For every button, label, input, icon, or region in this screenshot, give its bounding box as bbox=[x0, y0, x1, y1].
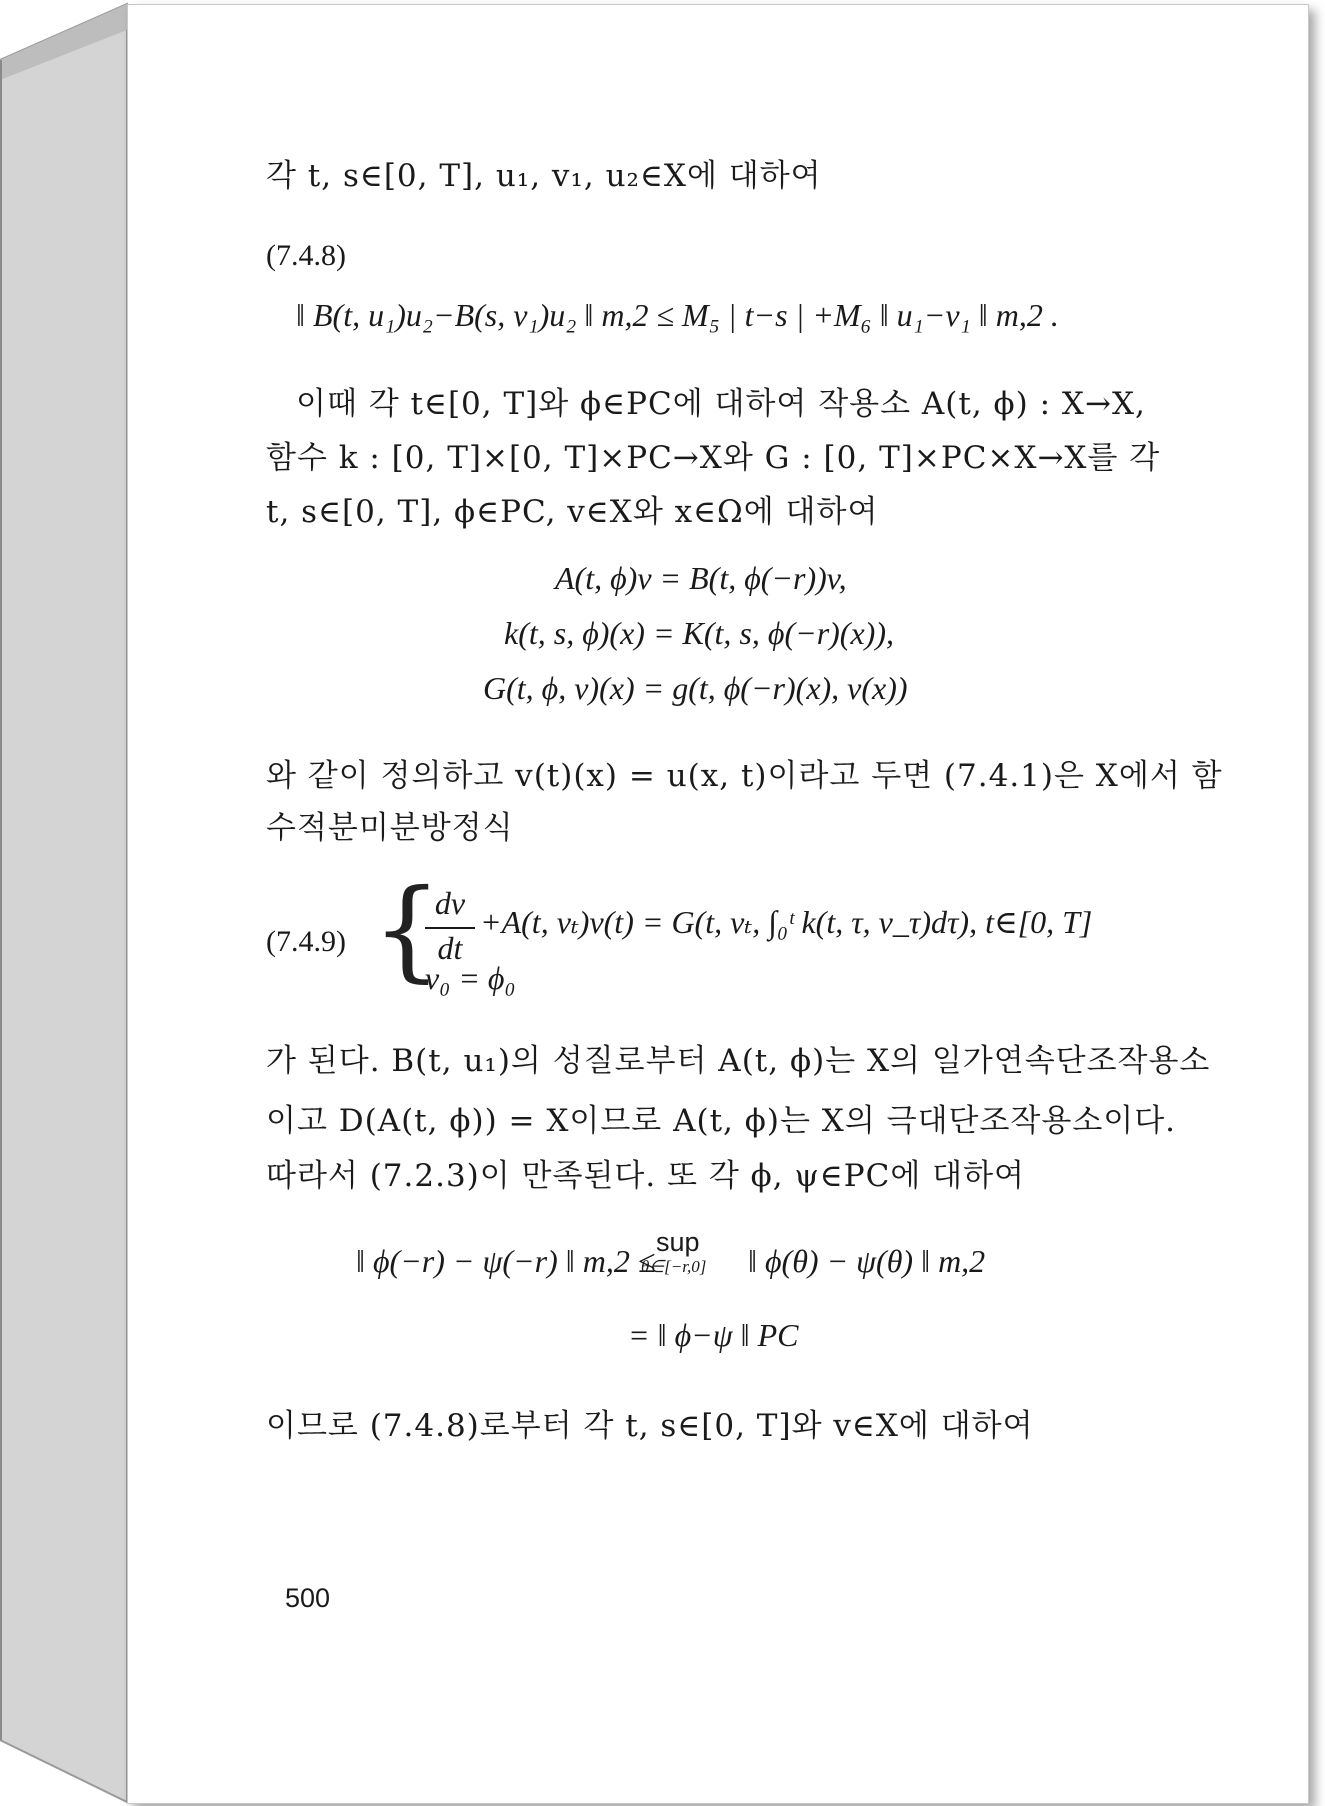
equation: v₀ = ϕ₀ bbox=[425, 960, 516, 996]
inequality: ‖ ϕ(θ) − ψ(θ) ‖ m,2 bbox=[748, 1243, 986, 1279]
inequality: ‖ ϕ(−r) − ψ(−r) ‖ m,2 ≤ bbox=[356, 1243, 656, 1279]
text-line: 따라서 (7.2.3)이 만족된다. 또 각 ϕ, ψ∈PC에 대하여 bbox=[266, 1158, 1025, 1194]
sup-subscript: θ∈[−r,0] bbox=[641, 1257, 707, 1276]
equation-label: (7.4.8) bbox=[266, 239, 346, 272]
equation: G(t, ϕ, v)(x) = g(t, ϕ(−r)(x), v(x)) bbox=[483, 670, 908, 706]
text-line: 와 같이 정의하고 v(t)(x) = u(x, t)이라고 두면 (7.4.1)은 X에서 함 bbox=[266, 758, 1223, 794]
inequality: = ‖ ϕ−ψ ‖ PC bbox=[628, 1317, 799, 1353]
text-line: 함수 k : [0, T]×[0, T]×PC→X와 G : [0, T]×PC×X→X를 각 bbox=[266, 440, 1161, 476]
fraction-numerator: dv bbox=[434, 885, 466, 921]
equation: ‖ B(t, u₁)u₂−B(s, v₁)u₂ ‖ m,2 ≤ M₅ | t−s | +M₆ ‖ u₁−v₁ ‖ m,2 . bbox=[296, 297, 1059, 333]
sup-operator: sup bbox=[656, 1227, 700, 1257]
text-line: t, s∈[0, T], ϕ∈PC, v∈X와 x∈Ω에 대하여 bbox=[266, 494, 879, 530]
text-line: 각 t, s∈[0, T], u₁, v₁, u₂∈X에 대하여 bbox=[266, 158, 822, 194]
text-line: 가 된다. B(t, u₁)의 성질로부터 A(t, ϕ)는 X의 일가연속단조작용소 bbox=[266, 1043, 1211, 1079]
page-number: 500 bbox=[285, 1583, 331, 1613]
fraction-denominator: dt bbox=[437, 930, 463, 966]
fraction-bar bbox=[425, 927, 475, 929]
left-brace: { bbox=[372, 865, 442, 993]
equation: +A(t, vₜ)v(t) = G(t, vₜ, ∫₀ᵗ k(t, τ, v_τ)dτ), t∈[0, T] bbox=[480, 904, 1093, 940]
equation: A(t, ϕ)v = B(t, ϕ(−r))v, bbox=[555, 560, 847, 596]
equation-label: (7.4.9) bbox=[266, 925, 346, 958]
text-line: 이므로 (7.4.8)로부터 각 t, s∈[0, T]와 v∈X에 대하여 bbox=[266, 1408, 1034, 1444]
equation: k(t, s, ϕ)(x) = K(t, s, ϕ(−r)(x)), bbox=[504, 615, 894, 651]
text-line: 이때 각 t∈[0, T]와 ϕ∈PC에 대하여 작용소 A(t, ϕ) : X→X, bbox=[296, 386, 1146, 422]
page bbox=[127, 4, 1309, 1804]
text-line: 이고 D(A(t, ϕ)) = X이므로 A(t, ϕ)는 X의 극대단조작용소이다. bbox=[266, 1103, 1177, 1139]
text-line: 수적분미분방정식 bbox=[266, 810, 514, 846]
